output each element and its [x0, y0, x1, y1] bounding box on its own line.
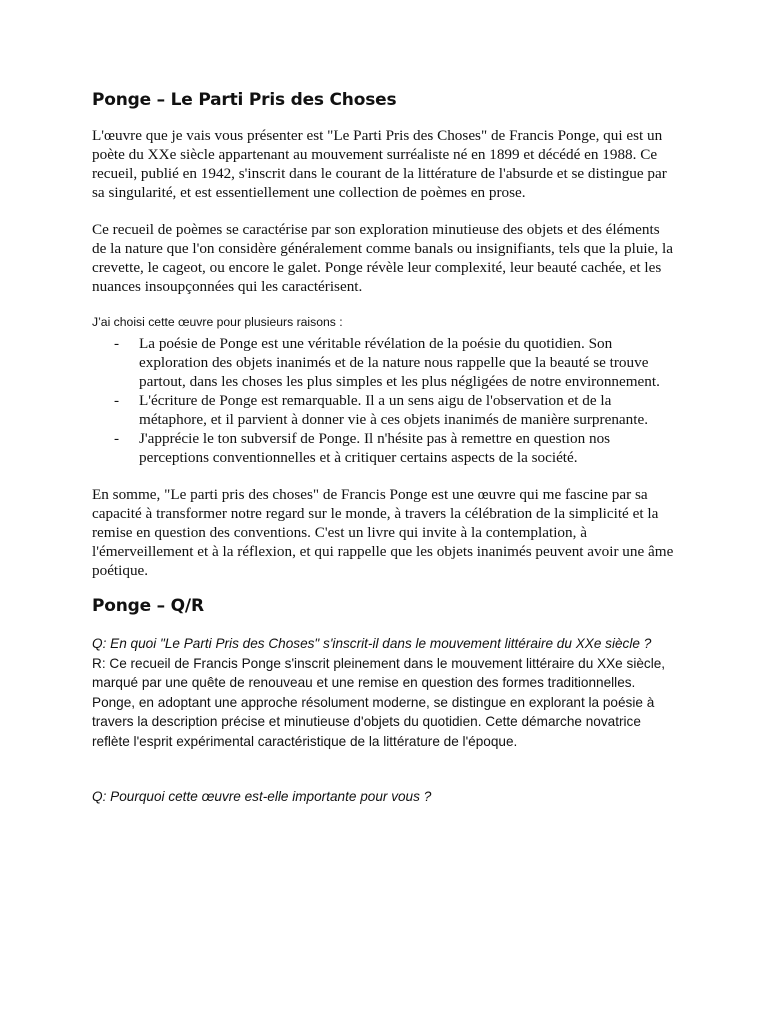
dash-bullet: -: [114, 430, 120, 447]
reason-item: [92, 391, 674, 429]
question-2: Q: Pourquoi cette œuvre est-elle importante pour vous ?: [92, 789, 432, 804]
reason-text: J'apprécie le ton subversif de Ponge. Il n'hésite pas à remettre en question nos perceptions conventionnelles et à critiquer certains aspects de la société.: [139, 430, 611, 466]
section-title-qr: Ponge – Q/R: [92, 596, 204, 616]
reasons-intro: J’ai choisi cette œuvre pour plusieurs raisons :: [92, 315, 343, 329]
reason-item: [92, 334, 674, 391]
answer-1: R: Ce recueil de Francis Ponge s'inscrit pleinement dans le mouvement littéraire du XXe siècle, marqué par une quête de renouveau et une remise en question des formes traditionnelles. Ponge, en adoptant une approche résolument moderne, se distingue en explorant la poésie à travers la description précise et minutieuse d'objets du quotidien. Cette démarche novatrice reflète l'esprit expérimental caractéristique de la littérature de l'époque.: [92, 655, 666, 749]
conclusion-paragraph: En somme, "Le parti pris des choses" de Francis Ponge est une œuvre qui me fascine par sa capacité à transformer notre regard sur le monde, à travers la célébration de la simplicité et la remise en question des conventions. C'est un livre qui invite à la contemplation, à l'émerveillement et à la réflexion, et qui rappelle que les objets inanimés peuvent avoir une âme poétique.: [92, 486, 674, 579]
reason-text: La poésie de Ponge est une véritable révélation de la poésie du quotidien. Son exploration des objets inanimés et de la nature nous rappelle que la beauté se trouve partout, dans les choses les plus simples et les plus négligées de notre environnement.: [139, 335, 660, 390]
description-paragraph: Ce recueil de poèmes se caractérise par son exploration minutieuse des objets et des éléments de la nature que l'on considère généralement comme banals ou insignifiants, tels que la pluie, la crevette, le cageot, ou encore le galet. Ponge révèle leur complexité, leur beauté cachée, et les nuances insoupçonnées qui les caractérisent.: [92, 221, 673, 295]
intro-paragraph: L'œuvre que je vais vous présenter est "Le Parti Pris des Choses" de Francis Ponge, qui est un poète du XXe siècle appartenant au mouvement surréaliste né en 1899 et décédé en 1988. Ce recueil, publié en 1942, s'inscrit dans le courant de la littérature de l'absurde et se distingue par sa singularité, et est essentiellement une collection de poèmes en prose.: [92, 127, 667, 201]
question-1: Q: En quoi "Le Parti Pris des Choses" s'inscrit-il dans le mouvement littéraire du XXe siècle ?: [92, 636, 652, 651]
dash-bullet: -: [114, 335, 120, 352]
dash-bullet: -: [114, 392, 120, 409]
section-title-parti-pris: Ponge – Le Parti Pris des Choses: [92, 90, 397, 110]
reason-text: L'écriture de Ponge est remarquable. Il a un sens aigu de l'observation et de la métaphore, et il parvient à donner vie à ces objets inanimés de manière surprenante.: [139, 392, 649, 428]
reasons-list: [92, 334, 674, 467]
reason-item: [92, 429, 674, 467]
document-page: [92, 88, 674, 807]
